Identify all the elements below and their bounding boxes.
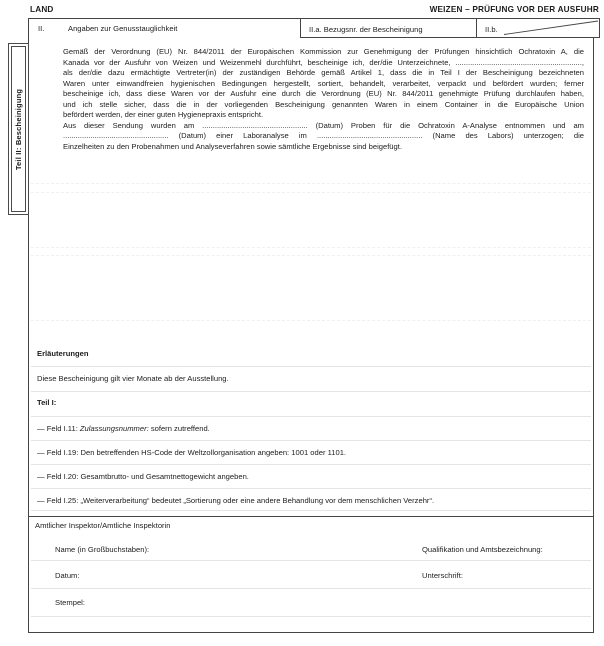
faint-rule (31, 440, 591, 441)
faint-rule (31, 416, 591, 417)
faint-rule (31, 391, 591, 392)
inspector-section-divider (28, 516, 594, 517)
part-ii-tab (8, 43, 29, 215)
field-note-text: Gesamtbrutto- und Gesamtnettogewicht angeben. (80, 472, 249, 481)
field-note-prefix: — Feld I.25: (37, 496, 81, 505)
inspector-name-label: Name (in Großbuchstaben): (55, 545, 150, 554)
section-ii-number: II. (38, 24, 45, 33)
attestation-line: Aus dieser Sendung wurden am .................................................. (Datum) Proben für die Ochratoxin A-Analyse entnommen und am (63, 120, 584, 130)
faint-rule (31, 616, 591, 617)
iib-label: II.b. (485, 25, 498, 34)
inspector-heading: Amtlicher Inspektor/Amtliche Inspektorin (35, 521, 171, 530)
faint-rule (31, 183, 591, 185)
attestation-line: Kanada vor der Ausfuhr von Weizen und Weizenmehl durchführt, bescheinige ich, der/die Unterzeichnete, ............................................................, (63, 57, 584, 67)
iib-cell (476, 18, 600, 38)
field-note-i11 (37, 424, 585, 433)
faint-rule (31, 320, 591, 322)
attestation-paragraph (63, 47, 584, 152)
attestation-line: und ich stelle sicher, dass die in der vorliegenden Bescheinigung genannten Waren in einem Container in die Europäische Union (63, 99, 584, 109)
faint-rule (31, 247, 591, 249)
attestation-line: Waren unter einwandfreien hygienischen Bedingungen hergestellt, sortiert, behandelt, verarbeitet, verpackt und befördert wurden; ferner (63, 78, 584, 88)
notes-heading: Erläuterungen (37, 349, 89, 358)
faint-rule (31, 588, 591, 589)
field-note-text: „Weiterverarbeitung“ bedeutet „Sortierung oder eine andere Behandlung vor dem menschlichen Verzehr“. (80, 496, 435, 505)
inspector-signature-label: Unterschrift: (422, 571, 463, 580)
field-note-italic: Zulassungsnummer: (79, 424, 149, 433)
attestation-line: befördert werden, der einer guten Hygienepraxis entspricht. (63, 110, 264, 119)
validity-note: Diese Bescheinigung gilt vier Monate ab der Ausstellung. (37, 374, 229, 383)
part-i-heading: Teil I: (37, 398, 57, 407)
field-note-i25 (37, 496, 585, 505)
faint-rule (31, 255, 591, 257)
field-note-i19 (37, 448, 585, 457)
attestation-line: bescheinige ich, dass diese Waren vor der Ausfuhr eine durch die Verordnung (EU) Nr. 844/2011 genehmigte Prüfung durchlaufen haben, (63, 89, 584, 98)
reference-number-cell (300, 18, 476, 38)
country-label: LAND (30, 5, 54, 14)
attestation-line: .................................................. (Datum) einer Laboranalyse im .................................................. (Name des Labors) unterzogen; die (63, 131, 584, 140)
field-note-prefix: — Feld I.20: (37, 472, 81, 481)
field-note-i20 (37, 472, 585, 481)
part-ii-tab-label: Teil II: Bescheinigung (14, 88, 24, 170)
attestation-line: als der/die dazu ermächtigte Vertreter(in) der zuständigen Behörde gemäß Artikel 1, dass die in Teil I der Bescheinigung bezeichneten (63, 68, 584, 77)
part-ii-tab-inner-border (11, 46, 26, 212)
field-note-text: sofern zutreffend. (148, 424, 210, 433)
attestation-line: Gemäß der Verordnung (EU) Nr. 844/2011 der Europäischen Kommission zur Genehmigung der Prüfungen hinsichtlich Ochratoxin A, die (63, 47, 584, 56)
field-note-prefix: — Feld I.19: (37, 448, 81, 457)
field-note-text: Den betreffenden HS-Code der Weltzollorganisation angeben: 1001 oder 1101. (80, 448, 347, 457)
diagonal-strike-line (477, 19, 599, 37)
inspector-qualification-label: Qualifikation und Amtsbezeichnung: (422, 545, 543, 554)
faint-rule (31, 366, 591, 367)
field-note-prefix: — Feld I.11: (37, 424, 80, 433)
document-title: WEIZEN – PRÜFUNG VOR DER AUSFUHR (429, 5, 599, 14)
section-ii-title: Angaben zur Genusstauglichkeit (68, 24, 178, 33)
faint-rule (31, 488, 591, 489)
faint-rule (31, 510, 591, 511)
reference-number-label: II.a. Bezugsnr. der Bescheinigung (309, 25, 423, 34)
faint-rule (31, 464, 591, 465)
inspector-date-label: Datum: (55, 571, 80, 580)
attestation-line: Einzelheiten zu den Probenahmen und Analyseverfahren sowie sämtliche Ergebnisse sind beigefügt. (63, 141, 402, 151)
faint-rule (31, 192, 591, 194)
faint-rule (31, 560, 591, 561)
inspector-stamp-label: Stempel: (55, 598, 85, 607)
